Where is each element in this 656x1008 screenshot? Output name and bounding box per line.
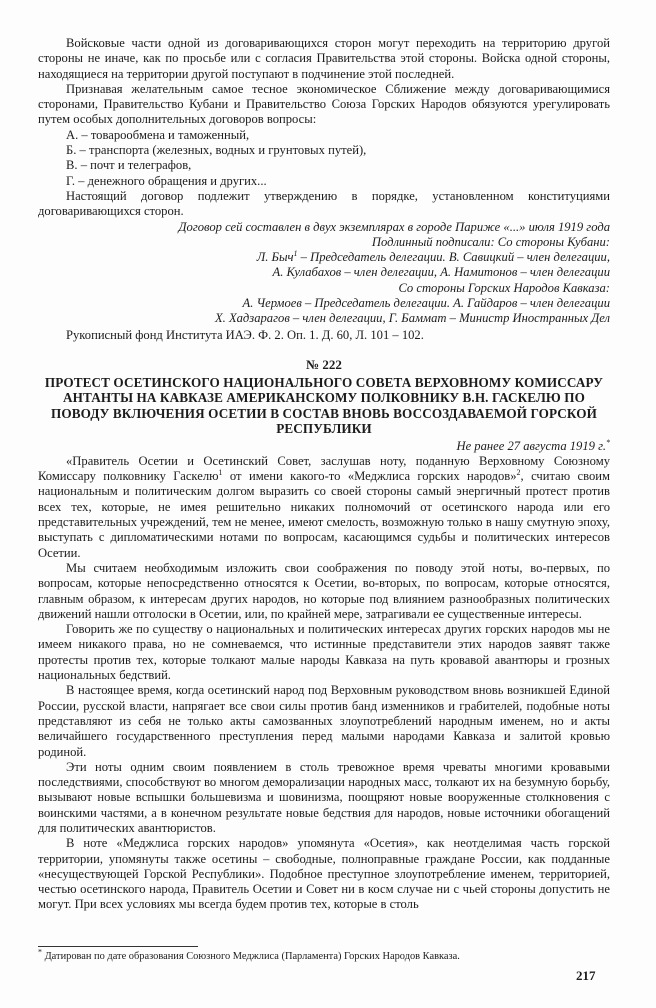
footnote-ref: 1: [293, 248, 298, 258]
protest-paragraph-4: В настоящее время, когда осетинский народ под Верховным руководством вновь возникшей Единой России, русской власти, напрягает все свои силы против банд изменников и грабителей, подобные ноты представляют из себя не только акты самозванных злоупотреблений народным именем, но и акты величайшего государственного преступления перед малыми народами Кавказа и залитой кровью родиной.: [38, 683, 610, 759]
treaty-paragraph-economy: Признавая желательным самое тесное экономическое Сближение между договаривающимися сторонами, Правительство Кубани и Правительство Союза Горских Народов обязуются урегулировать путем особых дополнительных договоров вопросы:: [38, 81, 610, 127]
treaty-list-item: В. – почт и телеграфов,: [66, 158, 192, 173]
footnote-mark: *: [38, 947, 42, 957]
protest-paragraph-5: Эти ноты одним своим появлением в столь тревожное время чреваты многими кровавыми последствиями, способствуют во многом деморализации народных масс, толкают их на безумную борьбу, вызывают новые вспышки большевизма и шовинизма, поощряют новые вооруженные столкновения с воинскими частями, а в конечном результате новые бедствия для народов, новые источники обогащений для политических авантюристов.: [38, 759, 610, 835]
protest-text: «Правитель Осетии и Осетинский Совет, заслушав ноту, поданную Верховному Союзному Комиссару полковнику Гаскелю: [38, 453, 610, 484]
treaty-paragraph-ratification: Настоящий договор подлежит утверждению в порядке, установленном конституциями договаривающихся сторон.: [38, 188, 610, 219]
document-number: № 222: [306, 356, 342, 372]
archive-source: Рукописный фонд Института ИАЭ. Ф. 2. Оп. 1. Д. 60, Л. 101 – 102.: [66, 327, 424, 342]
document-title: ПРОТЕСТ ОСЕТИНСКОГО НАЦИОНАЛЬНОГО СОВЕТА ВЕРХОВНОМУ КОМИССАРУ АНТАНТЫ НА КАВКАЗЕ АМЕРИКАНСКОМУ ПОЛКОВНИКУ В.Н. ГАСКЕЛЮ ПО ПОВОДУ ВКЛЮЧЕНИЯ ОСЕТИИ В СОСТАВ ВНОВЬ ВОССОЗДАВАЕМОЙ ГОРСКОЙ РЕСПУБЛИКИ: [44, 374, 604, 437]
treaty-paragraph-troops: Войсковые части одной из договаривающихся сторон могут переходить на территорию другой стороны не иначе, как по просьбе или с согласия Правительства этой стороны. Войска одной стороны, находящиеся на территории другой поступают в подчинение этой последней.: [38, 36, 610, 81]
protest-text: от имени какого-то «Меджлиса горских народов»: [222, 469, 517, 484]
signatures-mountain-line-1: А. Чермоев – Председатель делегации. А. Гайдаров – член делегации: [242, 296, 610, 311]
document-date-text: Не ранее 27 августа 1919 г.: [456, 438, 606, 453]
footnote-ref: 1: [218, 467, 223, 477]
signatory-bych: Л. Быч: [256, 250, 294, 265]
footnote-ref: *: [606, 437, 610, 447]
footnote: [38, 947, 610, 963]
protest-paragraph-1: [38, 454, 610, 561]
protest-text: , считаю своим национальным и политическим долгом выразить со своей стороны самый энергичный протест против всех тех, которые, не имея решительно никаких полномочий от осетинского народа или его представительных учреждений, тем не менее, имеют смелость, возможную только в нашу смутную эпоху, выступать с дипломатическими нотами по вопросам, касающимся судьбы и политических интересов Осетии.: [38, 469, 611, 560]
treaty-place-date-line: Договор сей составлен в двух экземплярах в городе Париже «...» июля 1919 года: [178, 219, 610, 234]
signatory-rest: – Председатель делегации. В. Савицкий – член делегации,: [297, 250, 610, 265]
treaty-list-item: А. – товарообмена и таможенный,: [66, 127, 250, 142]
page-content: [38, 36, 610, 913]
signatures-kuban-heading: Подлинный подписали: Со стороны Кубани:: [371, 234, 610, 249]
protest-paragraph-6: В ноте «Меджлиса горских народов» упомянута «Осетия», как неотделимая часть горской территории, упомянуты также осетины – свободные, полноправные граждане России, как подданные «несуществующей Горской Республики». Подобное преступное злоупотребление именем, территорией, честью осетинского народа, Правитель Осетии и Совет ни в косм случае ни с чьей стороны допустить не могут. При всех условиях мы всегда будем против тех, которые в столь: [38, 836, 610, 912]
page-number: 217: [576, 968, 596, 983]
footnote-text: Датирован по дате образования Союзного Меджлиса (Парламента) Горских Народов Кавказа.: [42, 951, 460, 962]
treaty-list-item: Б. – транспорта (железных, водных и грунтовых путей),: [66, 143, 367, 158]
protest-paragraph-2: Мы считаем необходимым изложить свои соображения по поводу этой ноты, во-первых, по вопросам, которые непосредственно относятся к Осетии, во-вторых, по вопросам, которые относятся, главным образом, к интересам других народов, но которые под влиянием разнообразных политических движений нашли отголоски в Осетии, или, по крайней мере, затрагивали ее существенные интересы.: [38, 560, 610, 621]
signatures-mountain-line-2: Х. Хадзарагов – член делегации, Г. Баммат – Министр Иностранных Дел: [214, 311, 610, 326]
document-date: [38, 439, 610, 454]
footnote-divider: [38, 946, 198, 947]
treaty-list-item: Г. – денежного обращения и других...: [66, 173, 267, 188]
signatures-kuban-line-1: [38, 250, 610, 265]
signatures-kuban-line-2: А. Кулабахов – член делегации, А. Намитонов – член делегации: [272, 265, 610, 280]
footnote-ref: 2: [516, 467, 521, 477]
protest-paragraph-3: Говорить же по существу о национальных и политических интересах других горских народов мы не имеем никакого права, но не сомневаемся, что истинные представители этих народов заявят также протесты против тех, которые толкают малые народы Кавказа на путь кровавой авантюры и грозных национальных бедствий.: [38, 622, 610, 683]
signatures-mountain-heading: Со стороны Горских Народов Кавказа:: [398, 280, 610, 295]
